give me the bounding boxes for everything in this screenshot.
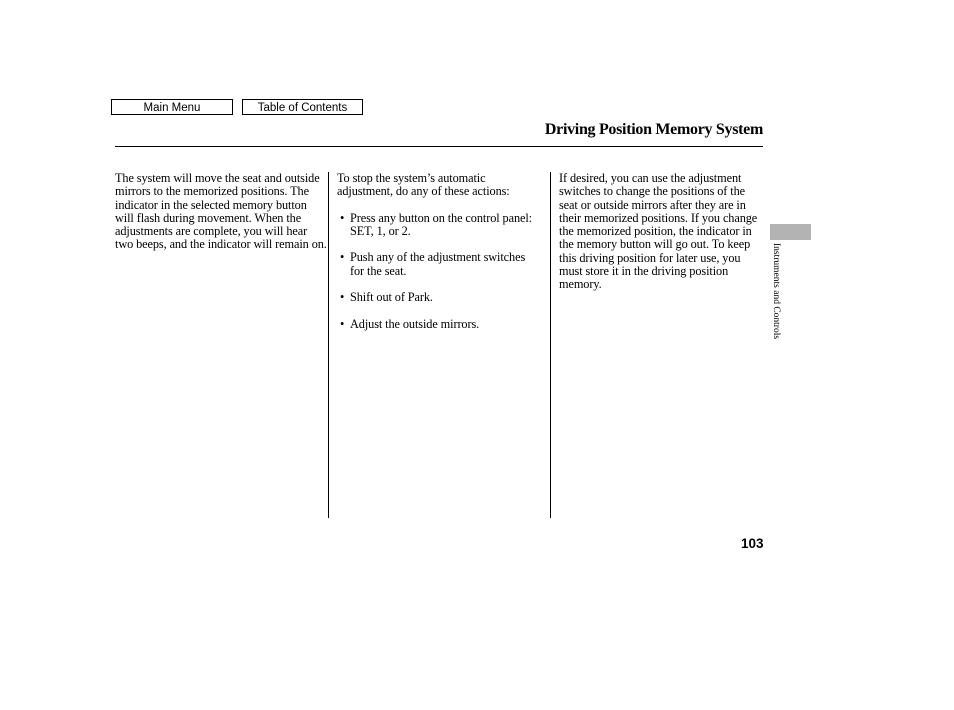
column-2 [337, 172, 542, 345]
table-of-contents-button[interactable]: Table of Contents [242, 99, 363, 115]
list-item-text: Press any button on the control panel: SET, 1, or 2. [350, 210, 532, 238]
col1-paragraph: The system will move the seat and outside mirrors to the memorized positions. The indicator in the selected memory button will flash during movement. When the adjustments are complete, you will hear two beeps, and the indicator will remain on. [115, 171, 327, 252]
column-3 [559, 172, 764, 292]
column-divider-2 [550, 172, 551, 518]
list-item [337, 251, 542, 278]
page-title: Driving Position Memory System [544, 121, 763, 138]
section-label: Instruments and Controls [771, 243, 781, 340]
list-item [337, 291, 542, 304]
column-1 [115, 172, 327, 252]
main-menu-button[interactable]: Main Menu [111, 99, 233, 115]
header-rule [115, 146, 763, 147]
list-item-text: Adjust the outside mirrors. [350, 316, 480, 331]
section-tab-marker [770, 224, 811, 240]
list-item [337, 212, 542, 239]
list-item [337, 318, 542, 331]
bullet-icon: • [340, 250, 345, 265]
bullet-icon: • [340, 290, 345, 305]
col3-paragraph: If desired, you can use the adjustment switches to change the positions of the seat or outside mirrors after they are in their memorized positions. If you change the memorized position, the indicator in the memory button will go out. To keep this driving position for later use, you must store it in the driving position memory. [559, 171, 758, 292]
bullet-icon: • [340, 316, 345, 331]
bullet-icon: • [340, 210, 345, 225]
list-item-text: Push any of the adjustment switches for the seat. [350, 250, 526, 278]
column-divider-1 [328, 172, 329, 518]
page-number: 103 [741, 536, 764, 551]
col2-intro: To stop the system’s automatic adjustment, do any of these actions: [337, 171, 510, 199]
list-item-text: Shift out of Park. [350, 290, 433, 305]
stop-actions-list [337, 212, 542, 332]
